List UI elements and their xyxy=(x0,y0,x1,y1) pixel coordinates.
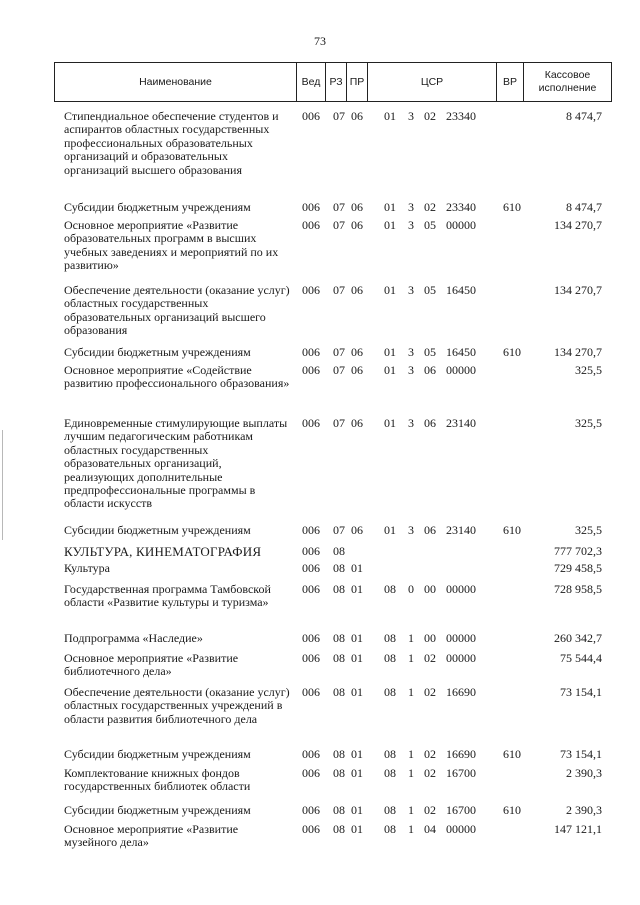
row-p4: 00000 xyxy=(446,363,476,377)
row-rz: 08 xyxy=(333,685,345,699)
row-name: Субсидии бюджетным учреждениям xyxy=(64,747,251,761)
row-ved: 006 xyxy=(302,803,320,817)
row-p1: 08 xyxy=(384,631,396,645)
row-p1: 01 xyxy=(384,345,396,359)
row-p4: 16700 xyxy=(446,766,476,780)
row-name: Основное мероприятие «Развитие библиотечного дела» xyxy=(64,651,239,679)
row-p3: 06 xyxy=(424,363,436,377)
row-name: Единовременные стимулирующие выплаты лучшим педагогическим работникам областных государственных образовательных организаций, реализующих дополнительные предпрофессиональные программы в области искусств xyxy=(64,416,288,511)
row-amount: 8 474,7 xyxy=(566,200,602,214)
row-ved: 006 xyxy=(302,685,320,699)
row-p3: 02 xyxy=(424,803,436,817)
row-p1: 08 xyxy=(384,651,396,665)
row-p3: 00 xyxy=(424,631,436,645)
row-pr: 06 xyxy=(351,345,363,359)
row-p2: 1 xyxy=(408,766,414,780)
row-p2: 3 xyxy=(408,109,414,123)
row-amount: 134 270,7 xyxy=(554,218,602,232)
row-name: Основное мероприятие «Развитие музейного дела» xyxy=(64,822,239,850)
row-name: КУЛЬТУРА, КИНЕМАТОГРАФИЯ xyxy=(64,544,262,559)
row-amount: 729 458,5 xyxy=(554,561,602,575)
row-pr: 01 xyxy=(351,685,363,699)
row-p3: 02 xyxy=(424,109,436,123)
page-number: 73 xyxy=(314,34,326,48)
row-rz: 08 xyxy=(333,822,345,836)
row-p4: 16450 xyxy=(446,283,476,297)
row-pr: 01 xyxy=(351,651,363,665)
row-rz: 08 xyxy=(333,561,345,575)
row-rz: 07 xyxy=(333,345,345,359)
row-amount: 134 270,7 xyxy=(554,283,602,297)
row-name: Основное мероприятие «Содействие развитию профессионального образования» xyxy=(64,363,290,391)
row-p3: 05 xyxy=(424,283,436,297)
row-name: Субсидии бюджетным учреждениям xyxy=(64,200,251,214)
row-amount: 325,5 xyxy=(575,523,602,537)
row-p1: 08 xyxy=(384,582,396,596)
row-pr: 01 xyxy=(351,803,363,817)
row-p4: 00000 xyxy=(446,582,476,596)
row-rz: 08 xyxy=(333,747,345,761)
row-p2: 3 xyxy=(408,345,414,359)
row-pr: 01 xyxy=(351,822,363,836)
row-p2: 3 xyxy=(408,416,414,430)
row-name: Субсидии бюджетным учреждениям xyxy=(64,803,251,817)
row-rz: 07 xyxy=(333,363,345,377)
row-p4: 23140 xyxy=(446,523,476,537)
row-rz: 07 xyxy=(333,523,345,537)
row-ved: 006 xyxy=(302,544,320,558)
row-p4: 16690 xyxy=(446,685,476,699)
row-p1: 08 xyxy=(384,822,396,836)
row-amount: 2 390,3 xyxy=(566,803,602,817)
row-p4: 16450 xyxy=(446,345,476,359)
row-p4: 23340 xyxy=(446,109,476,123)
row-amount: 728 958,5 xyxy=(554,582,602,596)
row-p2: 3 xyxy=(408,363,414,377)
row-p4: 00000 xyxy=(446,822,476,836)
row-p3: 02 xyxy=(424,747,436,761)
row-rz: 07 xyxy=(333,109,345,123)
row-p3: 05 xyxy=(424,218,436,232)
row-pr: 06 xyxy=(351,218,363,232)
row-amount: 8 474,7 xyxy=(566,109,602,123)
row-rz: 08 xyxy=(333,631,345,645)
row-name: Комплектование книжных фондов государственных библиотек области xyxy=(64,766,251,794)
row-rz: 07 xyxy=(333,416,345,430)
header-rz: РЗ xyxy=(329,75,343,88)
row-p3: 02 xyxy=(424,685,436,699)
row-ved: 006 xyxy=(302,523,320,537)
row-amount: 260 342,7 xyxy=(554,631,602,645)
row-pr: 01 xyxy=(351,747,363,761)
row-rz: 08 xyxy=(333,803,345,817)
row-name: Обеспечение деятельности (оказание услуг) областных государственных учреждений в области развития библиотечного дела xyxy=(64,685,290,726)
row-p2: 3 xyxy=(408,523,414,537)
row-pr: 06 xyxy=(351,283,363,297)
row-p1: 08 xyxy=(384,747,396,761)
budget-table xyxy=(54,62,612,850)
row-p4: 23340 xyxy=(446,200,476,214)
row-p1: 01 xyxy=(384,523,396,537)
row-ved: 006 xyxy=(302,651,320,665)
row-name: Обеспечение деятельности (оказание услуг) областных государственных образовательных организаций высшего образования xyxy=(64,283,290,338)
row-amount: 325,5 xyxy=(575,363,602,377)
row-ved: 006 xyxy=(302,200,320,214)
row-vr: 610 xyxy=(503,803,521,817)
row-pr: 06 xyxy=(351,416,363,430)
row-p2: 1 xyxy=(408,651,414,665)
row-p1: 01 xyxy=(384,109,396,123)
row-ved: 006 xyxy=(302,416,320,430)
row-vr: 610 xyxy=(503,200,521,214)
row-vr: 610 xyxy=(503,747,521,761)
row-pr: 01 xyxy=(351,766,363,780)
row-pr: 01 xyxy=(351,582,363,596)
row-vr: 610 xyxy=(503,523,521,537)
row-p1: 01 xyxy=(384,200,396,214)
margin-mark xyxy=(2,430,3,540)
row-p3: 04 xyxy=(424,822,436,836)
row-name: Субсидии бюджетным учреждениям xyxy=(64,345,251,359)
row-p4: 16700 xyxy=(446,803,476,817)
row-p2: 0 xyxy=(408,582,414,596)
row-ved: 006 xyxy=(302,747,320,761)
row-amount: 147 121,1 xyxy=(554,822,602,836)
header-csr: ЦСР xyxy=(420,75,444,88)
row-rz: 07 xyxy=(333,218,345,232)
row-p1: 08 xyxy=(384,685,396,699)
row-ved: 006 xyxy=(302,631,320,645)
row-name: Основное мероприятие «Развитие образовательных программ в высших учебных заведениях и мероприятий по их развитию» xyxy=(64,218,279,273)
row-rz: 07 xyxy=(333,283,345,297)
row-pr: 06 xyxy=(351,109,363,123)
row-p3: 06 xyxy=(424,416,436,430)
row-amount: 75 544,4 xyxy=(560,651,602,665)
row-p1: 01 xyxy=(384,283,396,297)
row-p3: 00 xyxy=(424,582,436,596)
row-p1: 01 xyxy=(384,363,396,377)
row-amount: 2 390,3 xyxy=(566,766,602,780)
row-p2: 3 xyxy=(408,218,414,232)
row-pr: 06 xyxy=(351,523,363,537)
row-pr: 01 xyxy=(351,561,363,575)
row-p2: 1 xyxy=(408,822,414,836)
row-name: Подпрограмма «Наследие» xyxy=(64,631,203,645)
row-rz: 08 xyxy=(333,544,345,558)
row-p3: 02 xyxy=(424,766,436,780)
row-name: Государственная программа Тамбовской области «Развитие культуры и туризма» xyxy=(64,582,271,610)
row-vr: 610 xyxy=(503,345,521,359)
row-pr: 01 xyxy=(351,631,363,645)
row-p2: 3 xyxy=(408,283,414,297)
row-p2: 1 xyxy=(408,631,414,645)
row-p4: 16690 xyxy=(446,747,476,761)
header-name: Наименование xyxy=(139,75,212,88)
row-p1: 01 xyxy=(384,416,396,430)
row-ved: 006 xyxy=(302,345,320,359)
row-p2: 3 xyxy=(408,200,414,214)
row-ved: 006 xyxy=(302,766,320,780)
header-ved: Вед xyxy=(301,75,321,88)
row-name: Субсидии бюджетным учреждениям xyxy=(64,523,251,537)
row-amount: 777 702,3 xyxy=(554,544,602,558)
row-ved: 006 xyxy=(302,561,320,575)
row-p3: 02 xyxy=(424,200,436,214)
row-p1: 01 xyxy=(384,218,396,232)
row-amount: 73 154,1 xyxy=(560,685,602,699)
row-p4: 00000 xyxy=(446,651,476,665)
row-p4: 00000 xyxy=(446,631,476,645)
header-pr: ПР xyxy=(349,75,365,88)
row-ved: 006 xyxy=(302,218,320,232)
row-p2: 1 xyxy=(408,685,414,699)
row-p1: 08 xyxy=(384,766,396,780)
row-ved: 006 xyxy=(302,109,320,123)
header-amount: Кассовое исполнение xyxy=(538,69,597,94)
row-p4: 23140 xyxy=(446,416,476,430)
row-rz: 08 xyxy=(333,651,345,665)
row-ved: 006 xyxy=(302,822,320,836)
row-ved: 006 xyxy=(302,283,320,297)
row-ved: 006 xyxy=(302,363,320,377)
row-name: Культура xyxy=(64,561,110,575)
row-amount: 134 270,7 xyxy=(554,345,602,359)
row-ved: 006 xyxy=(302,582,320,596)
row-pr: 06 xyxy=(351,363,363,377)
row-amount: 73 154,1 xyxy=(560,747,602,761)
row-name: Стипендиальное обеспечение студентов и аспирантов областных государственных профессиональных образовательных организаций и образовательных организаций высшего образования xyxy=(64,109,279,177)
row-p3: 05 xyxy=(424,345,436,359)
row-p3: 06 xyxy=(424,523,436,537)
header-vr: ВР xyxy=(502,75,517,88)
row-p2: 1 xyxy=(408,803,414,817)
row-p4: 00000 xyxy=(446,218,476,232)
row-rz: 08 xyxy=(333,766,345,780)
row-pr: 06 xyxy=(351,200,363,214)
row-p3: 02 xyxy=(424,651,436,665)
row-p2: 1 xyxy=(408,747,414,761)
row-p1: 08 xyxy=(384,803,396,817)
row-rz: 07 xyxy=(333,200,345,214)
table-header xyxy=(54,62,612,102)
row-rz: 08 xyxy=(333,582,345,596)
row-amount: 325,5 xyxy=(575,416,602,430)
